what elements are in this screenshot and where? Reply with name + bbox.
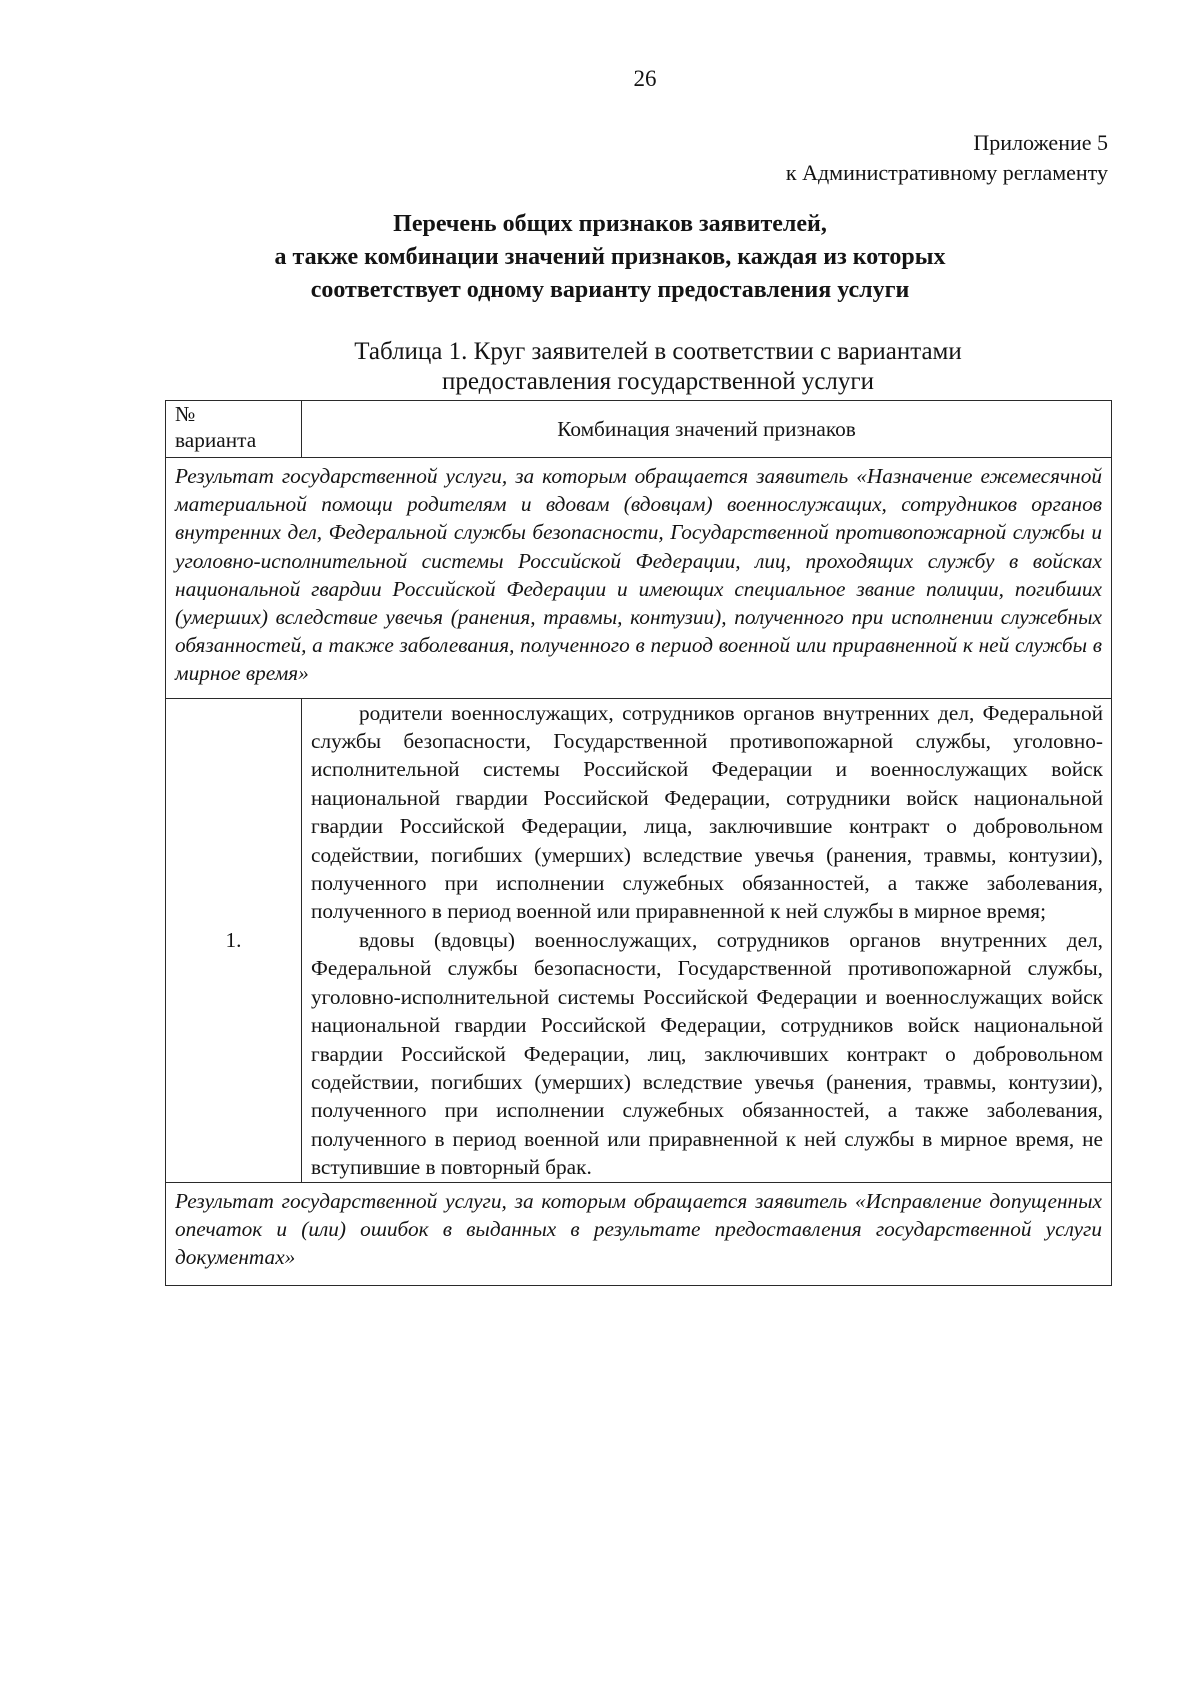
- result-row-2: Результат государственной услуги, за которым обращается заявитель «Исправление допущенных опечаток и (или) ошибок в выданных в результате предоставления государственной услуги документах»: [166, 1182, 1112, 1286]
- table-row: [166, 698, 1112, 1182]
- appendix-reference: [786, 128, 1108, 188]
- page-number: 26: [633, 66, 657, 91]
- appendix-line-2: к Административному регламенту: [785, 160, 1108, 185]
- appendix-line-1: Приложение 5: [973, 130, 1108, 155]
- header-variant-number: [166, 401, 302, 458]
- table-caption-line-1: Таблица 1. Круг заявителей в соответствии с вариантами: [354, 338, 962, 365]
- variant-paragraph-parents: родители военнослужащих, сотрудников органов внутренних дел, Федеральной службы безопасности, Государственной противопожарной службы, уголовно-исполнительной системы Российской Федерации и военнослужащих войск национальной гвардии Российской Федерации, сотрудники войск национальной гвардии Российской Федерации, лица, заключившие контракт о добровольном содействии, погибших (умерших) вследствие увечья (ранения, травмы, контузии), полученного при исполнении служебных обязанностей, а также заболевания, полученного в период военной или приравненной к ней службы в мирное время;: [311, 700, 1103, 924]
- variant-number-cell: 1.: [166, 698, 302, 1182]
- header-number-sign: №: [175, 402, 196, 426]
- variant-combination-cell: [302, 698, 1112, 1182]
- result-row-1: Результат государственной услуги, за которым обращается заявитель «Назначение ежемесячной материальной помощи родителям и вдовам (вдовцам) военнослужащих, сотрудников органов внутренних дел, Федеральной службы безопасности, Государственной противопожарной службы и уголовно-исполнительной системы Российской Федерации, лиц, проходящих службу в войсках национальной гвардии Российской Федерации и имеющих специальное звание полиции, погибших (умерших) вследствие увечья (ранения, травмы, контузии), полученного при исполнении служебных обязанностей, а также заболевания, полученного в период военной или приравненной к ней службы в мирное время»: [166, 458, 1112, 699]
- title-line-1: Перечень общих признаков заявителей,: [393, 211, 827, 237]
- header-combination: Комбинация значений признаков: [302, 401, 1112, 458]
- title-line-3: соответствует одному варианту предоставления услуги: [310, 277, 910, 303]
- header-variant-label: варианта: [175, 428, 257, 452]
- table-row: [166, 458, 1112, 699]
- table-caption: [268, 337, 1048, 397]
- applicant-table: [165, 400, 1112, 1286]
- title-line-2: а также комбинации значений признаков, каждая из которых: [274, 244, 946, 270]
- table-header-row: [166, 401, 1112, 458]
- document-title: [170, 208, 1050, 307]
- table-row: [166, 1182, 1112, 1286]
- variant-paragraph-widows: вдовы (вдовцы) военнослужащих, сотрудников органов внутренних дел, Федеральной службы безопасности, Государственной противопожарной службы, уголовно-исполнительной системы Российской Федерации и военнослужащих войск национальной гвардии Российской Федерации, сотрудников войск национальной гвардии Российской Федерации, лиц, заключивших контракт о добровольном содействии, погибших (умерших) вследствие увечья (ранения, травмы, контузии), полученного при исполнении служебных обязанностей, а также заболевания, полученного в период военной или приравненной к ней службы в мирное время, не вступившие в повторный брак.: [311, 927, 1103, 1180]
- table-caption-line-2: предоставления государственной услуги: [441, 368, 875, 395]
